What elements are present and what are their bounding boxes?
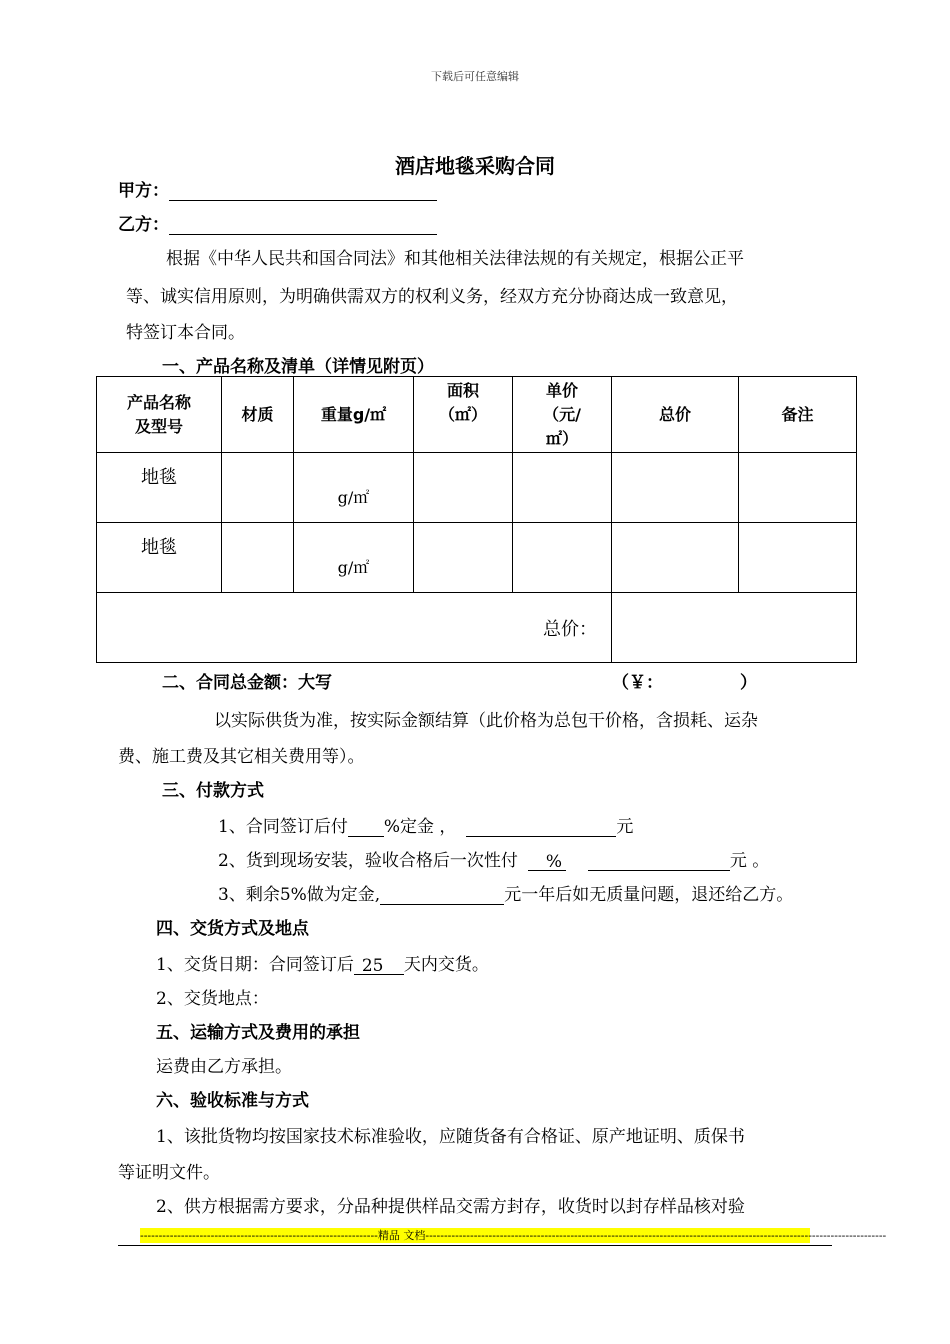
party-b-blank[interactable]: [169, 216, 437, 235]
footer-rule: [118, 1245, 832, 1246]
delivery-date-suffix: 天内交货。: [403, 955, 489, 975]
freight-text: 运费由乙方承担。: [156, 1057, 292, 1077]
party-b-label: 乙方：: [118, 215, 169, 235]
payment-2-percent-blank[interactable]: [528, 852, 566, 871]
row-1-unit-price[interactable]: [513, 453, 612, 523]
section-1-heading: 一、产品名称及清单（详情见附页）: [162, 357, 434, 377]
row-1-material[interactable]: [222, 453, 294, 523]
party-a-blank[interactable]: [169, 182, 437, 201]
row-1-area[interactable]: [414, 453, 513, 523]
payment-2-unit: 元 。: [729, 851, 770, 871]
footer-label: 精品 文档: [377, 1229, 426, 1242]
table-row: [97, 523, 857, 593]
header-material: 材质: [222, 377, 294, 453]
delivery-days-blank[interactable]: [354, 956, 404, 975]
intro-line-1: 根据《中华人民共和国合同法》和其他相关法律法规的有关规定，根据公正平: [166, 249, 744, 269]
product-table: [96, 376, 857, 663]
header-note: 下载后可任意编辑: [431, 70, 519, 83]
settlement-line-1: 以实际供货为准，按实际金额结算（此价格为总包干价格，含损耗、运杂: [214, 711, 758, 731]
payment-1-deposit-text: %定金 ，: [383, 817, 457, 837]
header-product-name: [97, 377, 222, 453]
header-area-line1: 面积: [446, 381, 479, 400]
party-b-row: [118, 210, 437, 235]
footer-banner: [140, 1228, 887, 1243]
acceptance-item-2: 2、供方根据需方要求，分品种提供样品交需方封存，收货时以封存样品核对验: [156, 1197, 745, 1217]
header-weight: 重量g/㎡: [294, 377, 414, 453]
row-1-total[interactable]: [612, 453, 739, 523]
header-area-line2: （㎡）: [438, 405, 487, 424]
footer-dashes-left: ----------------------------------------------------------------: [140, 1229, 378, 1242]
header-total: 总价: [612, 377, 739, 453]
document-title: 酒店地毯采购合同: [395, 154, 555, 178]
acceptance-item-1-line-1: 1、该批货物均按国家技术标准验收，应随货备有合格证、原产地证明、质保书: [156, 1127, 745, 1147]
acceptance-item-1-line-2: 等证明文件。: [118, 1163, 220, 1183]
row-2-weight[interactable]: g/㎡: [294, 523, 414, 593]
payment-2-text: 2、货到现场安装，验收合格后一次性付: [218, 851, 518, 871]
row-2-area[interactable]: [414, 523, 513, 593]
footer-dashes-right: ----------------------------------------------------------------------------------------------------------------------------: [425, 1229, 887, 1242]
payment-1-amount-blank[interactable]: [466, 818, 616, 837]
party-a-row: [118, 176, 437, 201]
section-6-heading: 六、验收标准与方式: [156, 1091, 309, 1111]
section-3-heading: 三、付款方式: [162, 781, 264, 801]
payment-2-amount-blank[interactable]: [588, 852, 730, 871]
header-unit-price: [513, 377, 612, 453]
section-4-heading: 四、交货方式及地点: [156, 919, 309, 939]
payment-item-3: [218, 880, 793, 905]
header-price-line3: ㎡）: [545, 428, 578, 448]
row-1-remark[interactable]: [739, 453, 857, 523]
header-area: [414, 377, 513, 453]
row-2-total[interactable]: [612, 523, 739, 593]
total-amount-figure: （￥： ）: [612, 673, 757, 693]
payment-3-refund-text: 元一年后如无质量问题，退还给乙方。: [504, 885, 794, 905]
delivery-date-text: 1、交货日期：合同签订后: [156, 955, 354, 975]
intro-line-2: 等、诚实信用原则，为明确供需双方的权利义务，经双方充分协商达成一致意见，: [126, 287, 738, 307]
row-2-remark[interactable]: [739, 523, 857, 593]
header-remark: 备注: [739, 377, 857, 453]
payment-1-percent-blank[interactable]: [348, 818, 384, 837]
party-a-label: 甲方：: [118, 181, 169, 201]
payment-1-text: 1、合同签订后付: [218, 817, 348, 837]
section-5-heading: 五、运输方式及费用的承担: [156, 1023, 360, 1043]
table-row: [97, 453, 857, 523]
delivery-date: [156, 950, 489, 975]
row-2-unit-price[interactable]: [513, 523, 612, 593]
table-total-row: [97, 593, 857, 663]
row-1-name: 地毯: [97, 453, 222, 523]
settlement-line-2: 费、施工费及其它相关费用等）。: [118, 747, 365, 767]
row-1-weight[interactable]: g/㎡: [294, 453, 414, 523]
payment-1-unit: 元: [616, 817, 634, 837]
intro-line-3: 特签订本合同。: [126, 323, 245, 343]
row-2-name: 地毯: [97, 523, 222, 593]
header-name-line1: 产品名称: [126, 392, 191, 412]
header-price-line1: 单价: [545, 380, 578, 400]
row-2-material[interactable]: [222, 523, 294, 593]
table-header-row: [97, 377, 857, 453]
delivery-place: 2、交货地点：: [156, 989, 269, 1009]
payment-item-1: [218, 812, 633, 837]
header-price-line2: （元/: [543, 404, 581, 424]
payment-2-percent: %: [545, 852, 562, 872]
delivery-days: 25: [361, 956, 384, 976]
payment-item-2: [218, 846, 769, 871]
section-2-heading: 二、合同总金额：大写: [162, 673, 332, 693]
total-value[interactable]: [612, 593, 857, 663]
payment-3-text: 3、剩余5%做为定金,: [218, 885, 381, 905]
total-label: 总价：: [97, 593, 612, 663]
header-name-line2: 及型号: [134, 416, 183, 436]
payment-3-amount-blank[interactable]: [380, 886, 504, 905]
